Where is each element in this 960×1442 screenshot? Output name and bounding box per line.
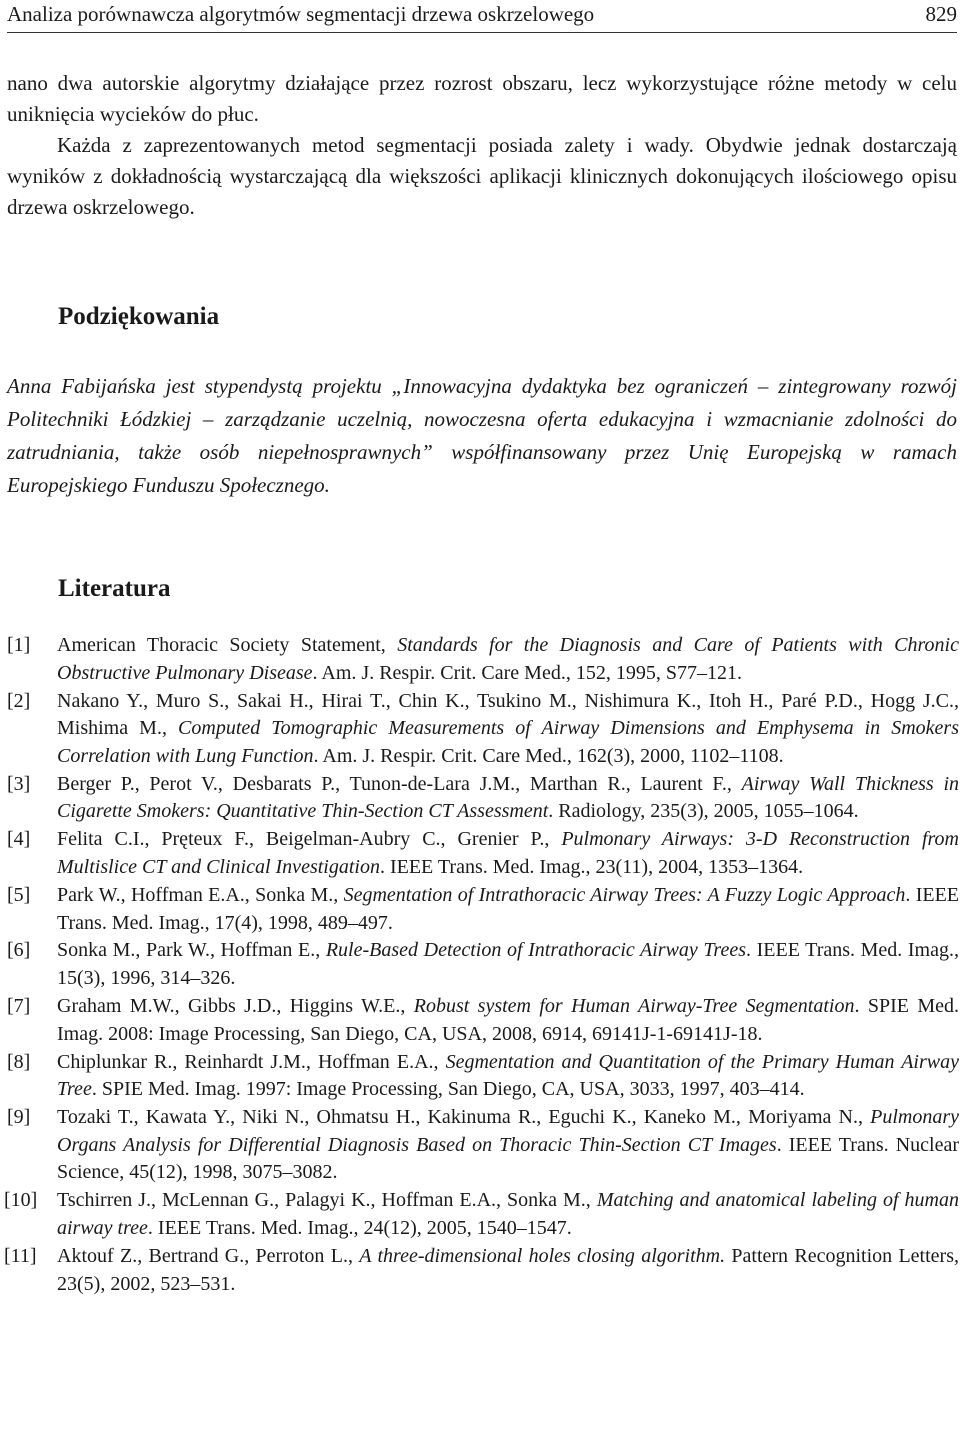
reference-title: Pulmonary Organs Analysis for Differential Diagnosis Based on Thoracic Thin-Section CT Images bbox=[57, 1106, 959, 1156]
reference-authors: Felita C.I., Pręteux F., Beigelman-Aubry C., Grenier P., bbox=[57, 828, 562, 851]
reference-authors: Sonka M., Park W., Hoffman E., bbox=[57, 939, 326, 962]
reference-number: [4] bbox=[7, 828, 31, 851]
running-header bbox=[7, 0, 957, 33]
reference-source: . IEEE Trans. Med. Imag., 15(3), 1996, 314–326. bbox=[57, 939, 959, 990]
literature-heading: Literatura bbox=[58, 575, 171, 602]
reference-authors: American Thoracic Society Statement, bbox=[57, 634, 398, 656]
reference-source: . IEEE Trans. Med. Imag., 17(4), 1998, 489–497. bbox=[57, 883, 960, 934]
reference-authors: Tschirren J., McLennan G., Palagyi K., Hoffman E.A., Sonka M., bbox=[57, 1189, 597, 1212]
acknowledgements-text: Anna Fabijańska jest stypendystą projektu „Innowacyjna dydaktyka bez ograniczeń – zintegrowany rozwój Politechniki Łódzkiej – zarządzanie uczelnią, nowoczesna oferta edukacyjna i wzmacnianie zdolności do zatrudniania, także osób niepełnosprawnych” współfinansowany przez Unię Europejską w ramach Europejskiego Funduszu Społecznego. bbox=[7, 374, 957, 497]
reference-item bbox=[7, 937, 959, 992]
reference-number: [5] bbox=[7, 883, 31, 906]
reference-item bbox=[7, 771, 959, 826]
reference-source: . SPIE Med. Imag. 1997: Image Processing, San Diego, CA, USA, 3033, 1997, 403–414. bbox=[91, 1078, 805, 1101]
reference-item bbox=[7, 1104, 959, 1187]
reference-source: . Radiology, 235(3), 2005, 1055–1064. bbox=[548, 800, 859, 823]
reference-source: . SPIE Med. Imag. 2008: Image Processing, San Diego, CA, USA, 2008, 6914, 69141J-1-69141J-18. bbox=[57, 995, 959, 1045]
reference-authors: Tozaki T., Kawata Y., Niki N., Ohmatsu H., Kakinuma R., Eguchi K., Kaneko M., Moriyama N., bbox=[57, 1106, 871, 1129]
intro-text bbox=[7, 68, 957, 223]
reference-source: . IEEE Trans. Med. Imag., 23(11), 2004, 1353–1364. bbox=[379, 855, 804, 878]
reference-title: Standards for the Diagnosis and Care of Patients with Chronic Obstructive Pulmonary Disease bbox=[57, 634, 959, 684]
reference-source: . Am. J. Respir. Crit. Care Med., 152, 1995, S77–121. bbox=[312, 661, 742, 684]
reference-authors: Berger P., Perot V., Desbarats P., Tunon-de-Lara J.M., Marthan R., Laurent F., bbox=[57, 772, 742, 795]
reference-number: [7] bbox=[7, 995, 31, 1018]
reference-item bbox=[7, 993, 959, 1048]
reference-authors: Park W., Hoffman E.A., Sonka M., bbox=[57, 883, 344, 906]
intro-paragraph-2: Każda z zaprezentowanych metod segmentacji posiada zalety i wady. Obydwie jednak dostarczają wyników z dokładnością wystarczającą dla większości aplikacji klinicznych dokonujących ilościowego opisu drzewa oskrzelowego. bbox=[7, 133, 957, 219]
reference-item bbox=[7, 1049, 959, 1104]
reference-title: Computed Tomographic Measurements of Airway Dimensions and Emphysema in Smokers Correlation with Lung Function bbox=[57, 717, 960, 767]
reference-title: Rule-Based Detection of Intrathoracic Airway Trees bbox=[325, 939, 747, 962]
reference-item bbox=[4, 1243, 959, 1298]
reference-source: . IEEE Trans. Med. Imag., 24(12), 2005, 1540–1547. bbox=[147, 1216, 572, 1239]
page-number: 829 bbox=[925, 2, 957, 26]
reference-item bbox=[7, 688, 959, 771]
reference-title: Airway Wall Thickness in Cigarette Smokers: Quantitative Thin-Section CT Assessment bbox=[57, 772, 959, 823]
reference-authors: Nakano Y., Muro S., Sakai H., Hirai T., Chin K., Tsukino M., Nishimura K., Itoh H., Paré P.D., Hogg J.C., Mishima M., bbox=[57, 689, 959, 740]
reference-title: Pulmonary Airways: 3-D Reconstruction from Multislice CT and Clinical Investigation bbox=[57, 828, 960, 878]
reference-authors: Aktouf Z., Bertrand G., Perroton L., bbox=[57, 1244, 360, 1267]
reference-title: A three-dimensional holes closing algorithm. bbox=[359, 1244, 726, 1267]
running-title: Analiza porównawcza algorytmów segmentacji drzewa oskrzelowego bbox=[7, 2, 595, 26]
reference-item bbox=[7, 826, 959, 881]
reference-authors: Graham M.W., Gibbs J.D., Higgins W.E., bbox=[57, 995, 414, 1018]
reference-title: Robust system for Human Airway-Tree Segmentation bbox=[413, 995, 855, 1018]
reference-item bbox=[4, 1187, 959, 1242]
reference-source: . IEEE Trans. Nuclear Science, 45(12), 1998, 3075–3082. bbox=[57, 1133, 959, 1184]
reference-number: [9] bbox=[7, 1106, 31, 1129]
reference-source: Pattern Recognition Letters, 23(5), 2002, 523–531. bbox=[57, 1244, 959, 1295]
reference-number: [10] bbox=[4, 1189, 38, 1212]
reference-list bbox=[4, 632, 960, 1299]
reference-number: [8] bbox=[7, 1050, 31, 1073]
reference-title: Matching and anatomical labeling of human airway tree bbox=[57, 1189, 959, 1239]
reference-title: Segmentation of Intrathoracic Airway Trees: A Fuzzy Logic Approach bbox=[343, 883, 906, 906]
reference-number: [2] bbox=[7, 689, 31, 712]
reference-number: [6] bbox=[7, 939, 31, 962]
reference-number: [11] bbox=[4, 1244, 37, 1267]
reference-item bbox=[7, 882, 959, 937]
reference-item bbox=[7, 632, 959, 687]
reference-authors: Chiplunkar R., Reinhardt J.M., Hoffman E.A., bbox=[57, 1050, 446, 1073]
acknowledgements-heading: Podziękowania bbox=[58, 303, 220, 330]
reference-title: Segmentation and Quantitation of the Primary Human Airway Tree bbox=[57, 1050, 959, 1101]
reference-source: . Am. J. Respir. Crit. Care Med., 162(3), 2000, 1102–1108. bbox=[313, 744, 784, 767]
reference-number: [1] bbox=[7, 634, 31, 656]
reference-number: [3] bbox=[7, 772, 31, 795]
intro-paragraph-1: nano dwa autorskie algorytmy działające przez rozrost obszaru, lecz wykorzystujące różne metody w celu uniknięcia wycieków do płuc. bbox=[7, 71, 957, 126]
